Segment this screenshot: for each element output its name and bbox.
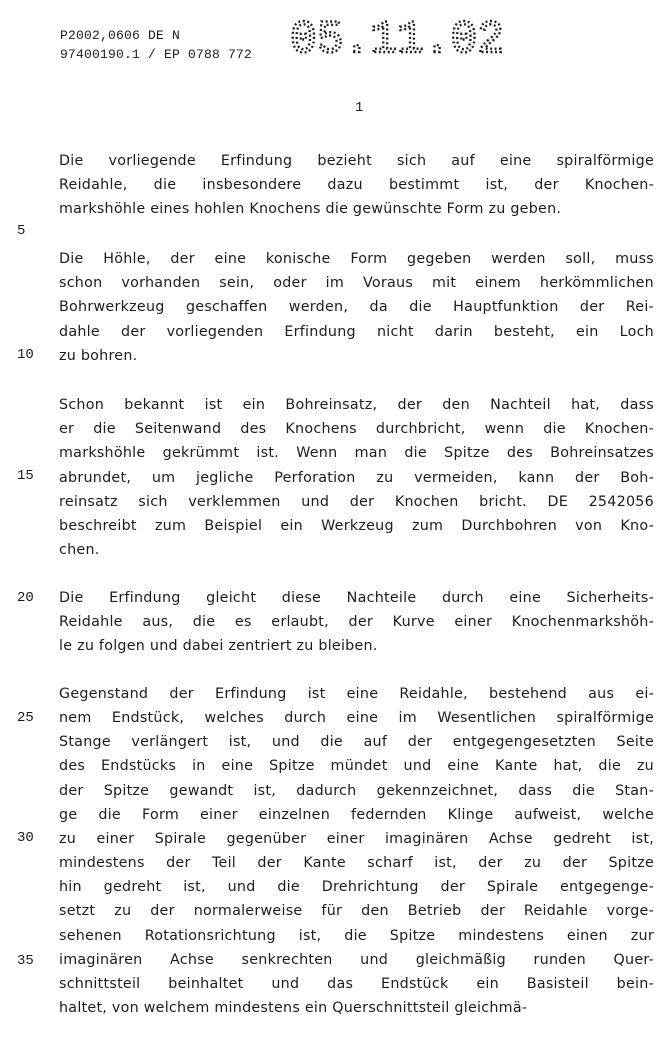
text-line: zu einer Spirale gegenüber einer imaginären Achse gedreht ist, (59, 830, 654, 847)
text-line: zu bohren. (59, 347, 138, 364)
text-line: Stange verlängert ist, und die auf der entgegengesetzten Seite (59, 734, 654, 751)
text-line: markshöhle gekrümmt ist. Wenn man die Spitze des Bohreinsatzes (59, 445, 654, 462)
line-number: 30 (17, 830, 34, 846)
reference-number-line-1: P2002,0606 DE N (60, 28, 181, 43)
line-number: 25 (17, 710, 34, 726)
text-line: Reidahle, die insbesondere dazu bestimmt ist, der Knochen- (59, 177, 654, 194)
reference-number-line-2: 97400190.1 / EP 0788 772 (60, 47, 253, 62)
text-line: imaginären Achse senkrechten und gleichmäßig runden Quer- (59, 951, 654, 968)
text-line: hin gedreht ist, und die Drehrichtung der Spirale entgegenge- (59, 879, 654, 896)
text-line: ge die Form einer einzelnen federnden Klinge aufweist, welche (59, 806, 654, 823)
text-line: reinsatz sich verklemmen und der Knochen bricht. DE 2542056 (59, 493, 654, 510)
line-number: 10 (17, 347, 34, 363)
text-line: Reidahle aus, die es erlaubt, der Kurve einer Knochenmarkshöh- (59, 614, 654, 631)
text-line: Schon bekannt ist ein Bohreinsatz, der den Nachteil hat, dass (59, 397, 654, 413)
text-line: abrundet, um jegliche Perforation zu vermeiden, kann der Boh- (59, 469, 654, 486)
page-number: 1 (355, 100, 364, 116)
text-line: Gegenstand der Erfindung ist eine Reidahle, bestehend aus ei- (59, 686, 654, 702)
text-line: schon vorhanden sein, oder im Voraus mit einem herkömmlichen (59, 275, 654, 292)
text-line: beschreibt zum Beispiel ein Werkzeug zum Durchbohren von Kno- (59, 518, 654, 534)
date-stamp-text: 05.11.02 (290, 14, 504, 66)
text-line: der Spitze gewandt ist, dadurch gekennzeichnet, dass die Stan- (59, 782, 654, 799)
text-line: nem Endstück, welches durch eine im Wesentlichen spiralförmige (59, 710, 654, 727)
text-line: chen. (59, 542, 100, 559)
line-number: 5 (17, 223, 26, 239)
date-stamp (287, 10, 512, 66)
text-line: des Endstücks in eine Spitze mündet und eine Kante hat, die zu (59, 758, 654, 775)
text-line: dahle der vorliegenden Erfindung nicht darin besteht, ein Loch (59, 323, 654, 340)
text-line: setzt zu der normalerweise für den Betrieb der Reidahle vorge- (59, 903, 654, 920)
text-line: Bohrwerkzeug geschaffen werden, da die Hauptfunktion der Rei- (59, 299, 654, 316)
text-line: er die Seitenwand des Knochens durchbricht, wenn die Knochen- (59, 421, 654, 438)
line-number: 15 (17, 468, 34, 484)
line-number: 20 (17, 590, 34, 606)
text-line: markshöhle eines hohlen Knochens die gewünschte Form zu geben. (59, 201, 562, 218)
text-line: Die Erfindung gleicht diese Nachteile durch eine Sicherheits- (59, 590, 654, 606)
text-line: sehenen Rotationsrichtung ist, die Spitze mindestens einen zur (59, 927, 654, 944)
line-number: 35 (17, 953, 34, 969)
text-line: mindestens der Teil der Kante scharf ist, der zu der Spitze (59, 855, 654, 872)
text-line: schnittsteil beinhaltet und das Endstück ein Basisteil bein- (59, 975, 654, 992)
text-line: le zu folgen und dabei zentriert zu bleiben. (59, 638, 378, 655)
text-line: Die Höhle, der eine konische Form gegeben werden soll, muss (59, 251, 654, 267)
text-line: haltet, von welchem mindestens ein Querschnittsteil gleichmä- (59, 999, 528, 1016)
text-line: Die vorliegende Erfindung bezieht sich auf eine spiralförmige (59, 153, 654, 169)
